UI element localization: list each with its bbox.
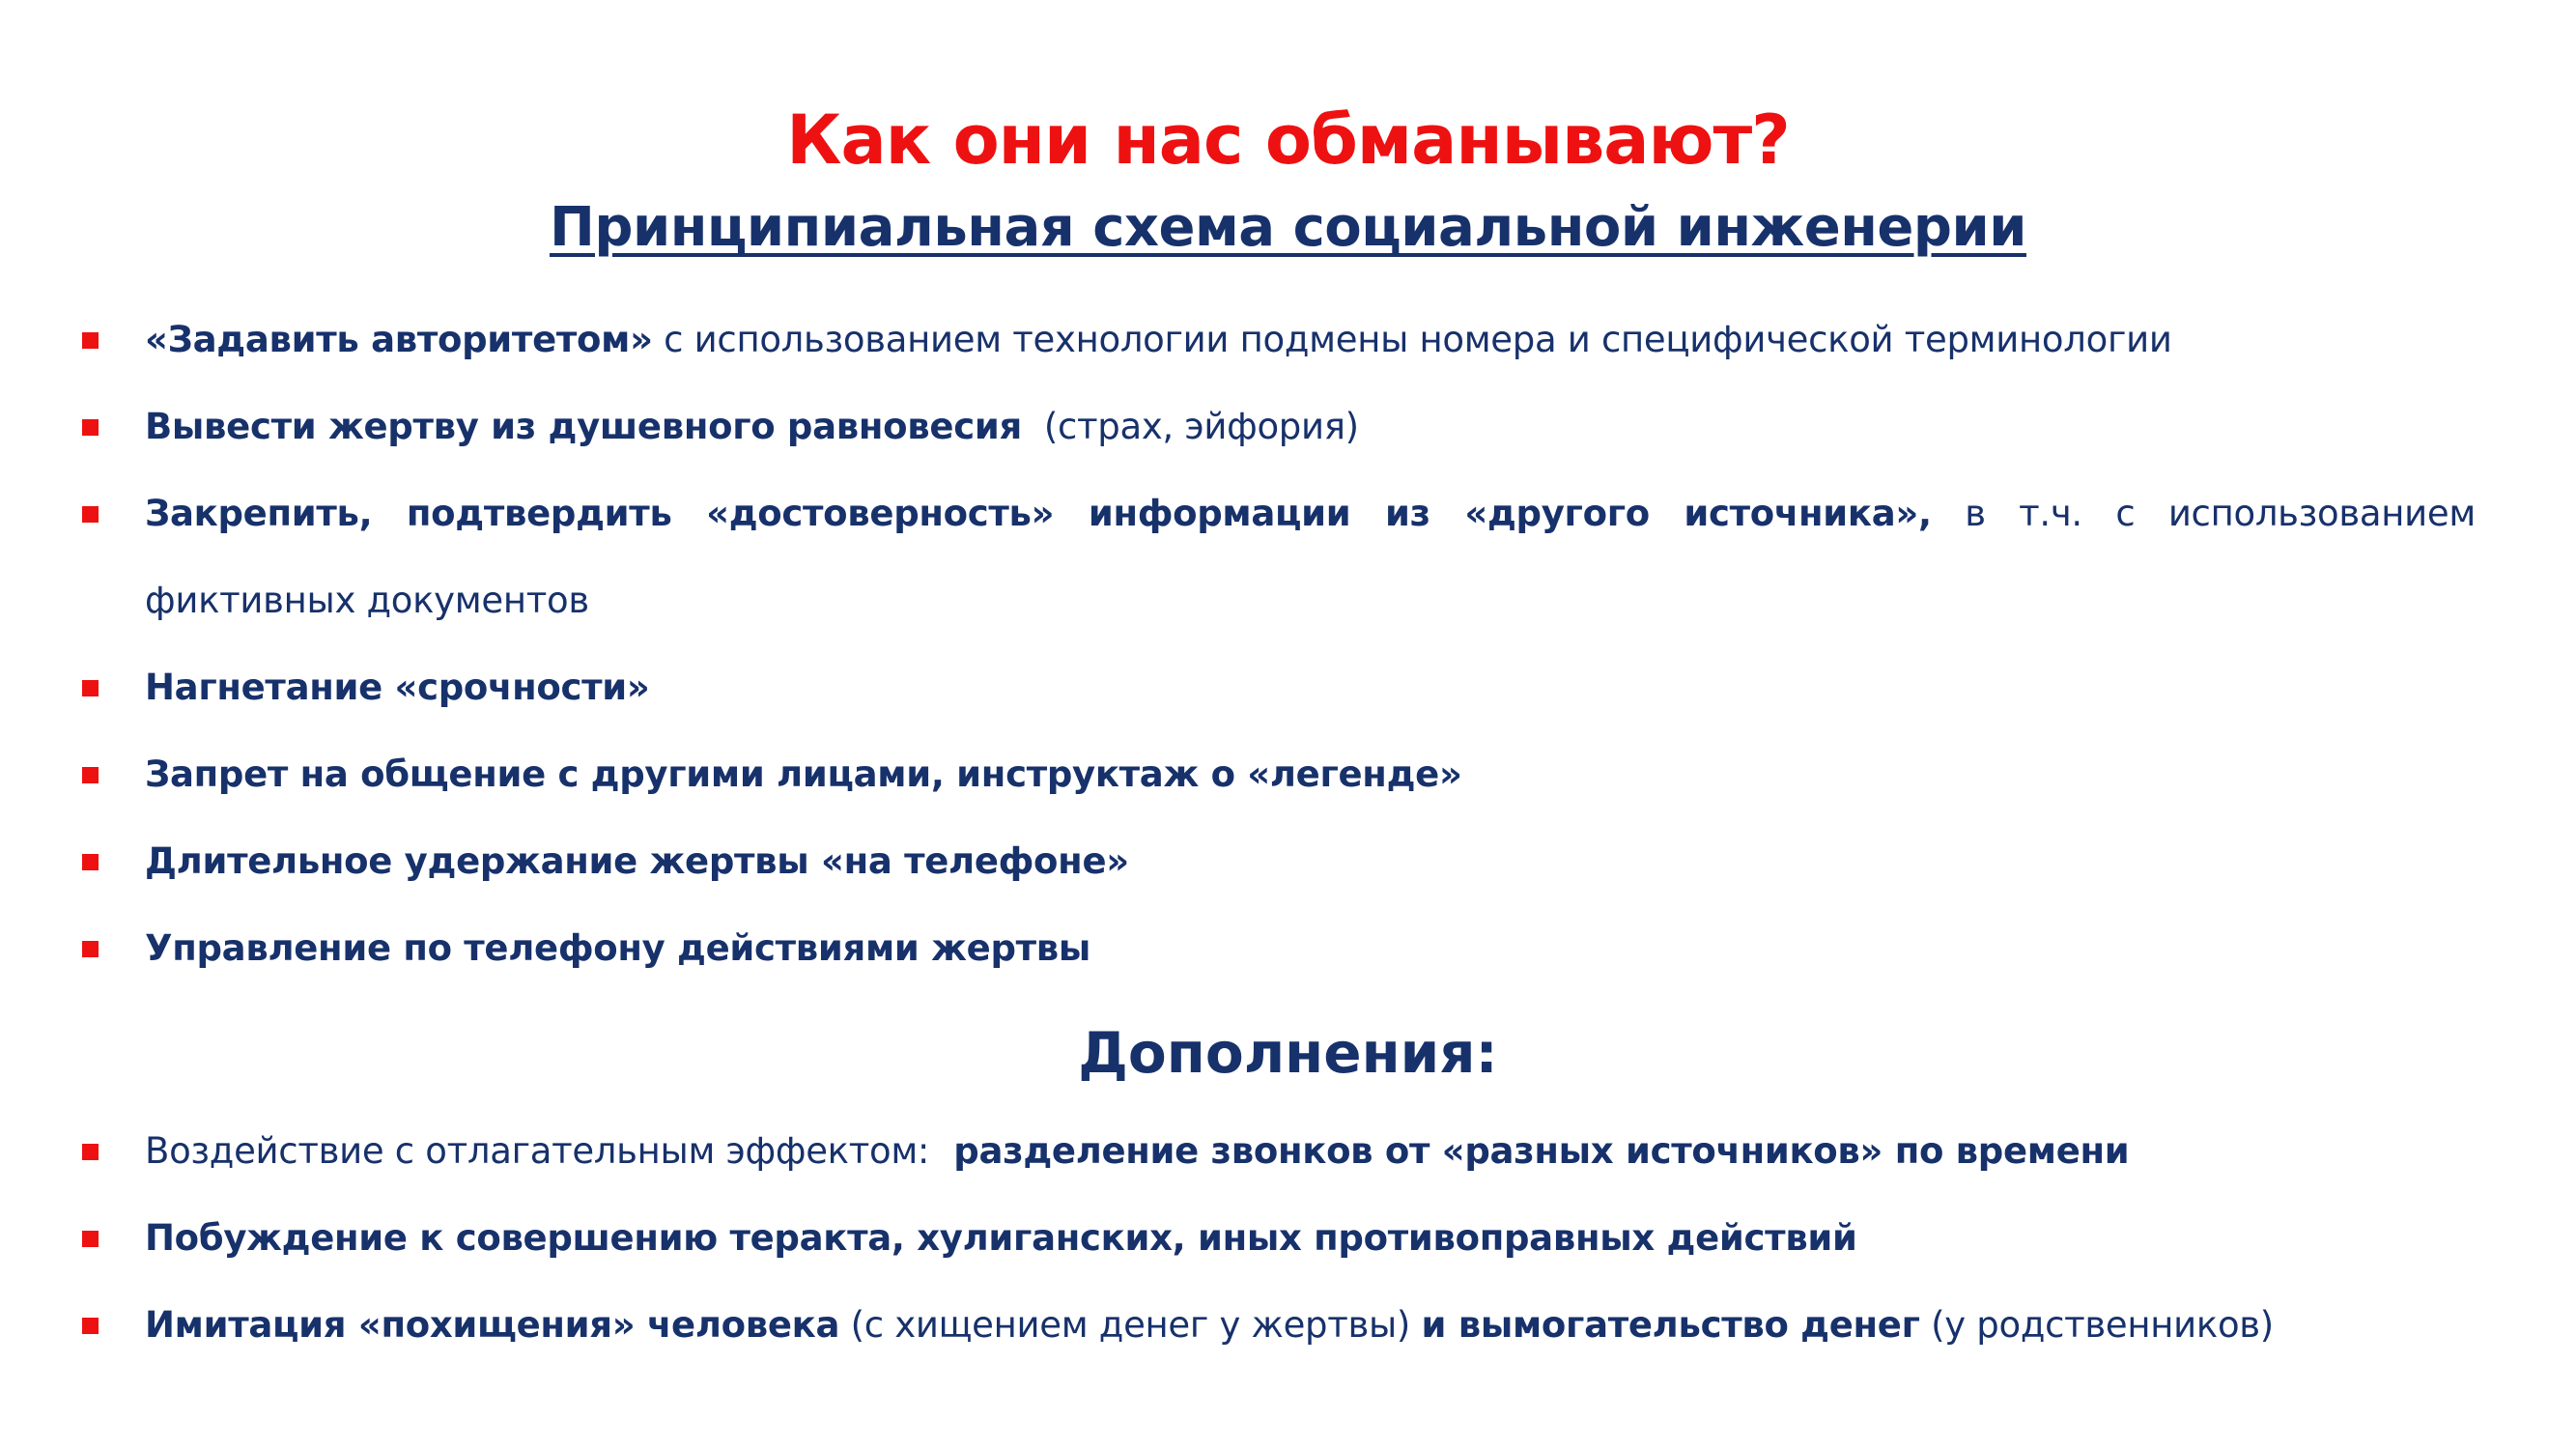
list-item — [82, 1108, 2476, 1195]
list-item-text — [145, 384, 2476, 470]
text-segment: в т.ч. с использованием — [1931, 493, 2476, 534]
list-item-text — [145, 1108, 2476, 1195]
list-item — [82, 470, 2476, 644]
list-item-text — [145, 470, 2476, 644]
section-heading-additions: Дополнения: — [1078, 1020, 1498, 1086]
list-item — [82, 731, 2476, 818]
text-segment: и вымогательство денег — [1421, 1304, 1920, 1346]
text-segment: Воздействие с отлагательным эффектом: — [145, 1130, 930, 1172]
text-segment: Длительное удержание жертвы «на телефоне» — [145, 840, 1129, 882]
text-segment: Побуждение к совершению теракта, хулиганских, иных противоправных действий — [145, 1217, 1857, 1259]
list-item-text — [145, 818, 2476, 905]
list-item — [82, 1282, 2476, 1369]
justified-line — [145, 470, 2476, 557]
presentation-slide — [0, 97, 2576, 1449]
list-item — [82, 818, 2476, 905]
text-segment: Закрепить, подтвердить «достоверность» информации из «другого источника», — [145, 493, 1932, 534]
text-segment: Запрет на общение с другими лицами, инструктаж о «легенде» — [145, 753, 1462, 795]
list-item-text — [145, 644, 2476, 731]
slide-title: Как они нас обманывают? — [786, 100, 1790, 180]
text-segment: разделение звонков от «разных источников» по времени — [929, 1130, 2130, 1172]
bullet-square-icon — [82, 941, 99, 957]
text-segment: Управление по телефону действиями жертвы — [145, 927, 1091, 969]
slide-subtitle — [0, 189, 2576, 267]
additional-bullet-list — [82, 1108, 2476, 1369]
list-item-text — [145, 905, 2476, 992]
list-item — [82, 644, 2476, 731]
bullet-square-icon — [82, 332, 99, 349]
main-bullet-list — [82, 297, 2476, 992]
list-item — [82, 297, 2476, 384]
list-item — [82, 1195, 2476, 1282]
bullet-square-icon — [82, 767, 99, 783]
slide-subtitle-text: Принципиальная схема социальной инженерии — [550, 196, 2026, 259]
text-segment: Вывести жертву из душевного равновесия — [145, 406, 1022, 447]
list-item-text — [145, 1282, 2476, 1369]
bullet-square-icon — [82, 1231, 99, 1247]
list-item-text — [145, 297, 2476, 384]
text-segment: «Задавить авторитетом» — [145, 319, 653, 360]
bullet-square-icon — [82, 419, 99, 436]
text-segment: Нагнетание «срочности» — [145, 667, 650, 708]
bullet-square-icon — [82, 506, 99, 523]
bullet-square-icon — [82, 680, 99, 696]
list-item — [82, 905, 2476, 992]
text-segment: фиктивных документов — [145, 580, 589, 621]
text-segment: (страх, эйфория) — [1021, 406, 1359, 447]
text-segment: с использованием технологии подмены номера и специфической терминологии — [652, 319, 2172, 360]
bullet-square-icon — [82, 1318, 99, 1334]
text-segment: (с хищением денег у жертвы) — [839, 1304, 1422, 1346]
bullet-square-icon — [82, 854, 99, 870]
list-item-text — [145, 1195, 2476, 1282]
text-segment: Имитация «похищения» человека — [145, 1304, 840, 1346]
list-item-text — [145, 731, 2476, 818]
list-item — [82, 384, 2476, 470]
text-segment: (у родственников) — [1919, 1304, 2274, 1346]
bullet-square-icon — [82, 1144, 99, 1160]
